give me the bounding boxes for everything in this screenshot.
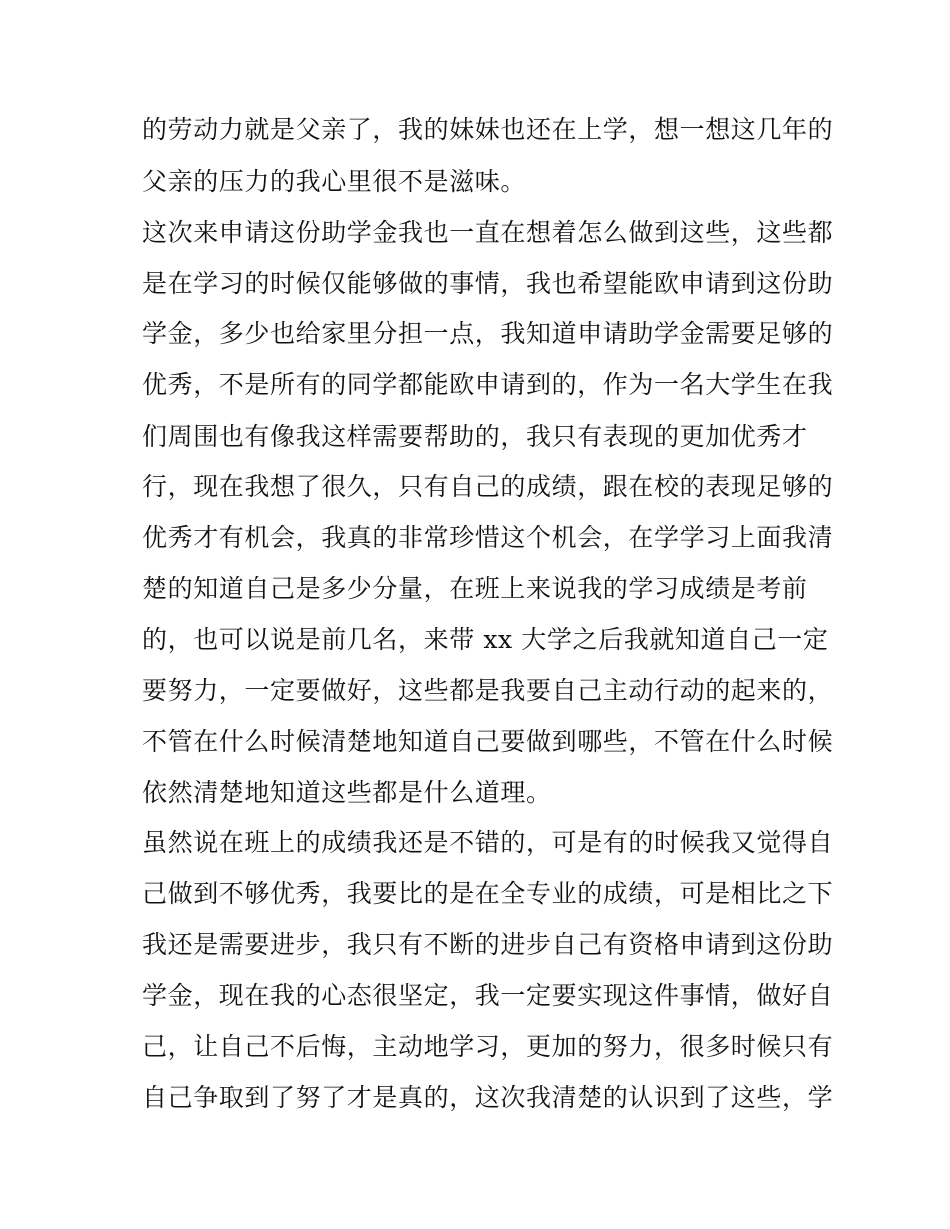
text-line: 们周围也有像我这样需要帮助的，我只有表现的更加优秀才 — [142, 422, 808, 451]
text-line: 楚的知道自己是多少分量，在班上来说我的学习成绩是考前 — [142, 574, 808, 603]
text-line: 己做到不够优秀，我要比的是在全专业的成绩，可是相比之下 — [142, 879, 834, 908]
text-line: 学金，现在我的心态很坚定，我一定要实现这件事情，做好自 — [142, 981, 834, 1010]
text-line: 学金，多少也给家里分担一点，我知道申请助学金需要足够的 — [142, 319, 834, 348]
text-line: 依然清楚地知道这些都是什么道理。 — [142, 778, 552, 807]
text-line: 不管在什么时候清楚地知道自己要做到哪些，不管在什么时候 — [142, 727, 834, 756]
text-line: 自己争取到了努了才是真的，这次我清楚的认识到了这些，学 — [142, 1083, 834, 1112]
text-line: 要努力，一定要做好，这些都是我要自己主动行动的起来的， — [142, 676, 834, 705]
text-line: 虽然说在班上的成绩我还是不错的，可是有的时候我又觉得自 — [142, 828, 834, 857]
text-line: 的，也可以说是前几名，来带 xx 大学之后我就知道自己一定 — [142, 625, 829, 654]
text-line: 己，让自己不后悔，主动地学习，更加的努力，很多时候只有 — [142, 1032, 834, 1061]
text-line: 这次来申请这份助学金我也一直在想着怎么做到这些，这些都 — [142, 218, 834, 247]
text-line: 我还是需要进步，我只有不断的进步自己有资格申请到这份助 — [142, 930, 834, 959]
text-line: 优秀才有机会，我真的非常珍惜这个机会，在学学习上面我清 — [142, 523, 834, 552]
text-line: 的劳动力就是父亲了，我的妹妹也还在上学，想一想这几年的 — [142, 115, 834, 144]
text-line: 是在学习的时候仅能够做的事情，我也希望能欧申请到这份助 — [142, 269, 834, 298]
text-line: 优秀，不是所有的同学都能欧申请到的，作为一名大学生在我 — [142, 370, 834, 399]
text-line: 行，现在我想了很久，只有自己的成绩，跟在校的表现足够的 — [142, 472, 834, 501]
text-line: 父亲的压力的我心里很不是滋味。 — [142, 167, 527, 196]
